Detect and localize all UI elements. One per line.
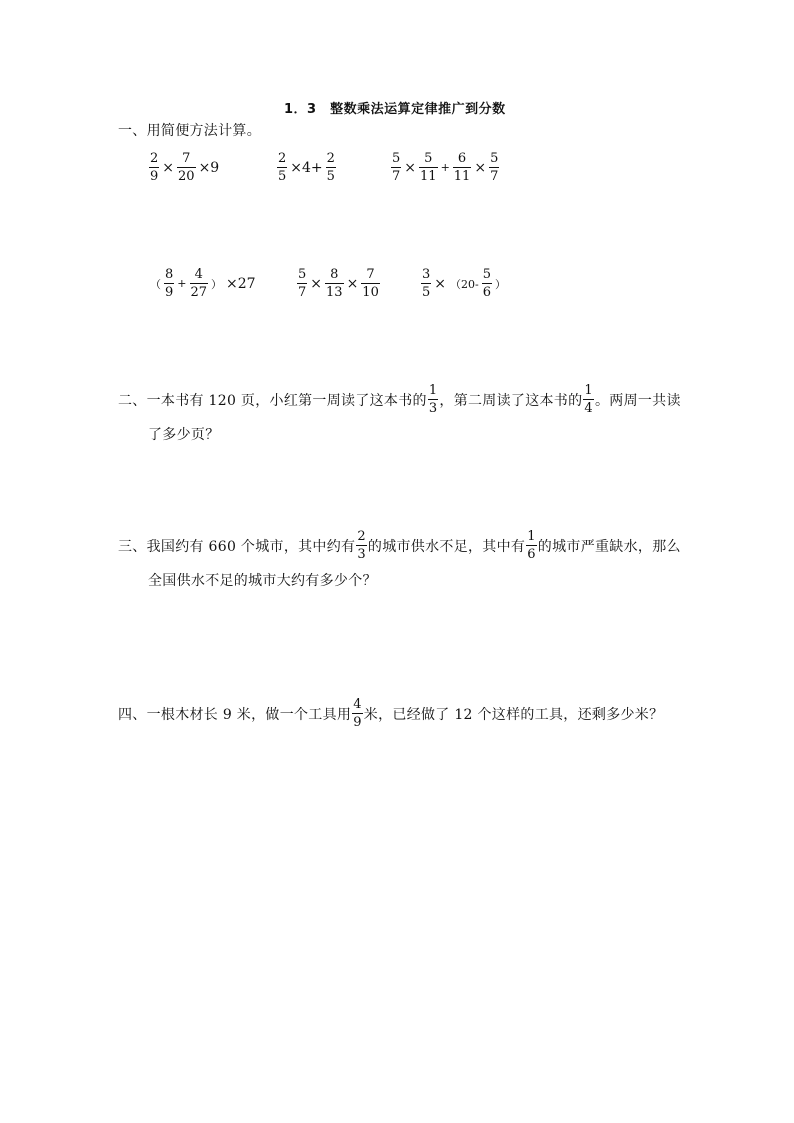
expr-1-3 [390,150,500,185]
fraction: $\frac{4}{27}$ [190,267,208,300]
fraction: $\frac{4}{9}$ [353,697,362,730]
times-sign: × [474,159,487,176]
problem-2-line2: 了多少页？ [148,427,220,443]
close-paren: ） [211,277,223,291]
problem-2-text: 二、一本书有 120 页，小红第一周读了这本书的 [118,392,427,409]
open-paren: （20- [450,277,479,291]
times-sign: × [162,159,175,176]
fraction: $\frac{1}{4}$ [584,383,593,416]
page-title: 1．3 整数乘法运算定律推广到分数 [284,102,506,117]
fraction: $\frac{2}{5}$ [278,151,287,184]
fraction: $\frac{7}{10}$ [362,267,379,300]
open-paren: （ [150,277,161,291]
times-sign: × [404,159,417,176]
fraction: $\frac{3}{5}$ [422,267,431,300]
problem-3-text: 的城市供水不足，其中有 [367,538,526,555]
fraction: $\frac{2}{9}$ [150,151,159,184]
problem-2-line1 [118,382,681,417]
problem-3-line1 [118,528,681,563]
expr-2-1 [148,266,258,301]
fraction: $\frac{5}{11}$ [420,151,437,184]
fraction: $\frac{5}{6}$ [482,267,492,300]
expr-2-3 [420,266,508,301]
times-sign: × [434,275,447,292]
problem-3-line2: 全国供水不足的城市大约有多少个？ [148,573,377,589]
fraction: $\frac{2}{3}$ [357,529,366,562]
expr-1-1 [148,150,221,185]
times-sign: × [310,275,323,292]
fraction: $\frac{1}{6}$ [527,529,536,562]
fraction: $\frac{8}{13}$ [326,267,343,300]
problem-4-text: 米，已经做了 12 个这样的工具，还剩多少米？ [363,706,664,723]
plus-sign: + [440,161,450,174]
fraction: $\frac{7}{20}$ [178,151,195,184]
expr-tail: ×27 [226,275,256,292]
problem-4-text: 四、一根木材长 9 米，做一个工具用 [118,706,352,723]
section1-heading: 一、用简便方法计算。 [118,123,261,139]
fraction: $\frac{8}{9}$ [165,267,174,300]
expr-tail: ×9 [198,159,220,176]
times-sign: × [346,275,359,292]
problem-3-text: 三、我国约有 660 个城市，其中约有 [118,538,356,555]
problem-4-line1 [118,696,663,731]
expr-1-2 [276,150,337,185]
fraction: $\frac{5}{7}$ [298,267,307,300]
fraction: $\frac{1}{3}$ [428,383,438,416]
fraction: $\frac{5}{7}$ [392,151,401,184]
problem-2-text: 。两周一共读 [594,392,681,409]
close-paren: ） [495,277,507,291]
fraction: $\frac{2}{5}$ [326,151,335,184]
plus-sign: + [177,277,187,290]
problem-3-text: 的城市严重缺水，那么 [537,538,681,555]
fraction: $\frac{5}{7}$ [490,151,499,184]
expr-2-2 [296,266,381,301]
expr-middle: ×4+ [290,159,323,176]
fraction: $\frac{6}{11}$ [453,151,471,184]
problem-2-text: ，第二周读了这本书的 [439,392,583,409]
